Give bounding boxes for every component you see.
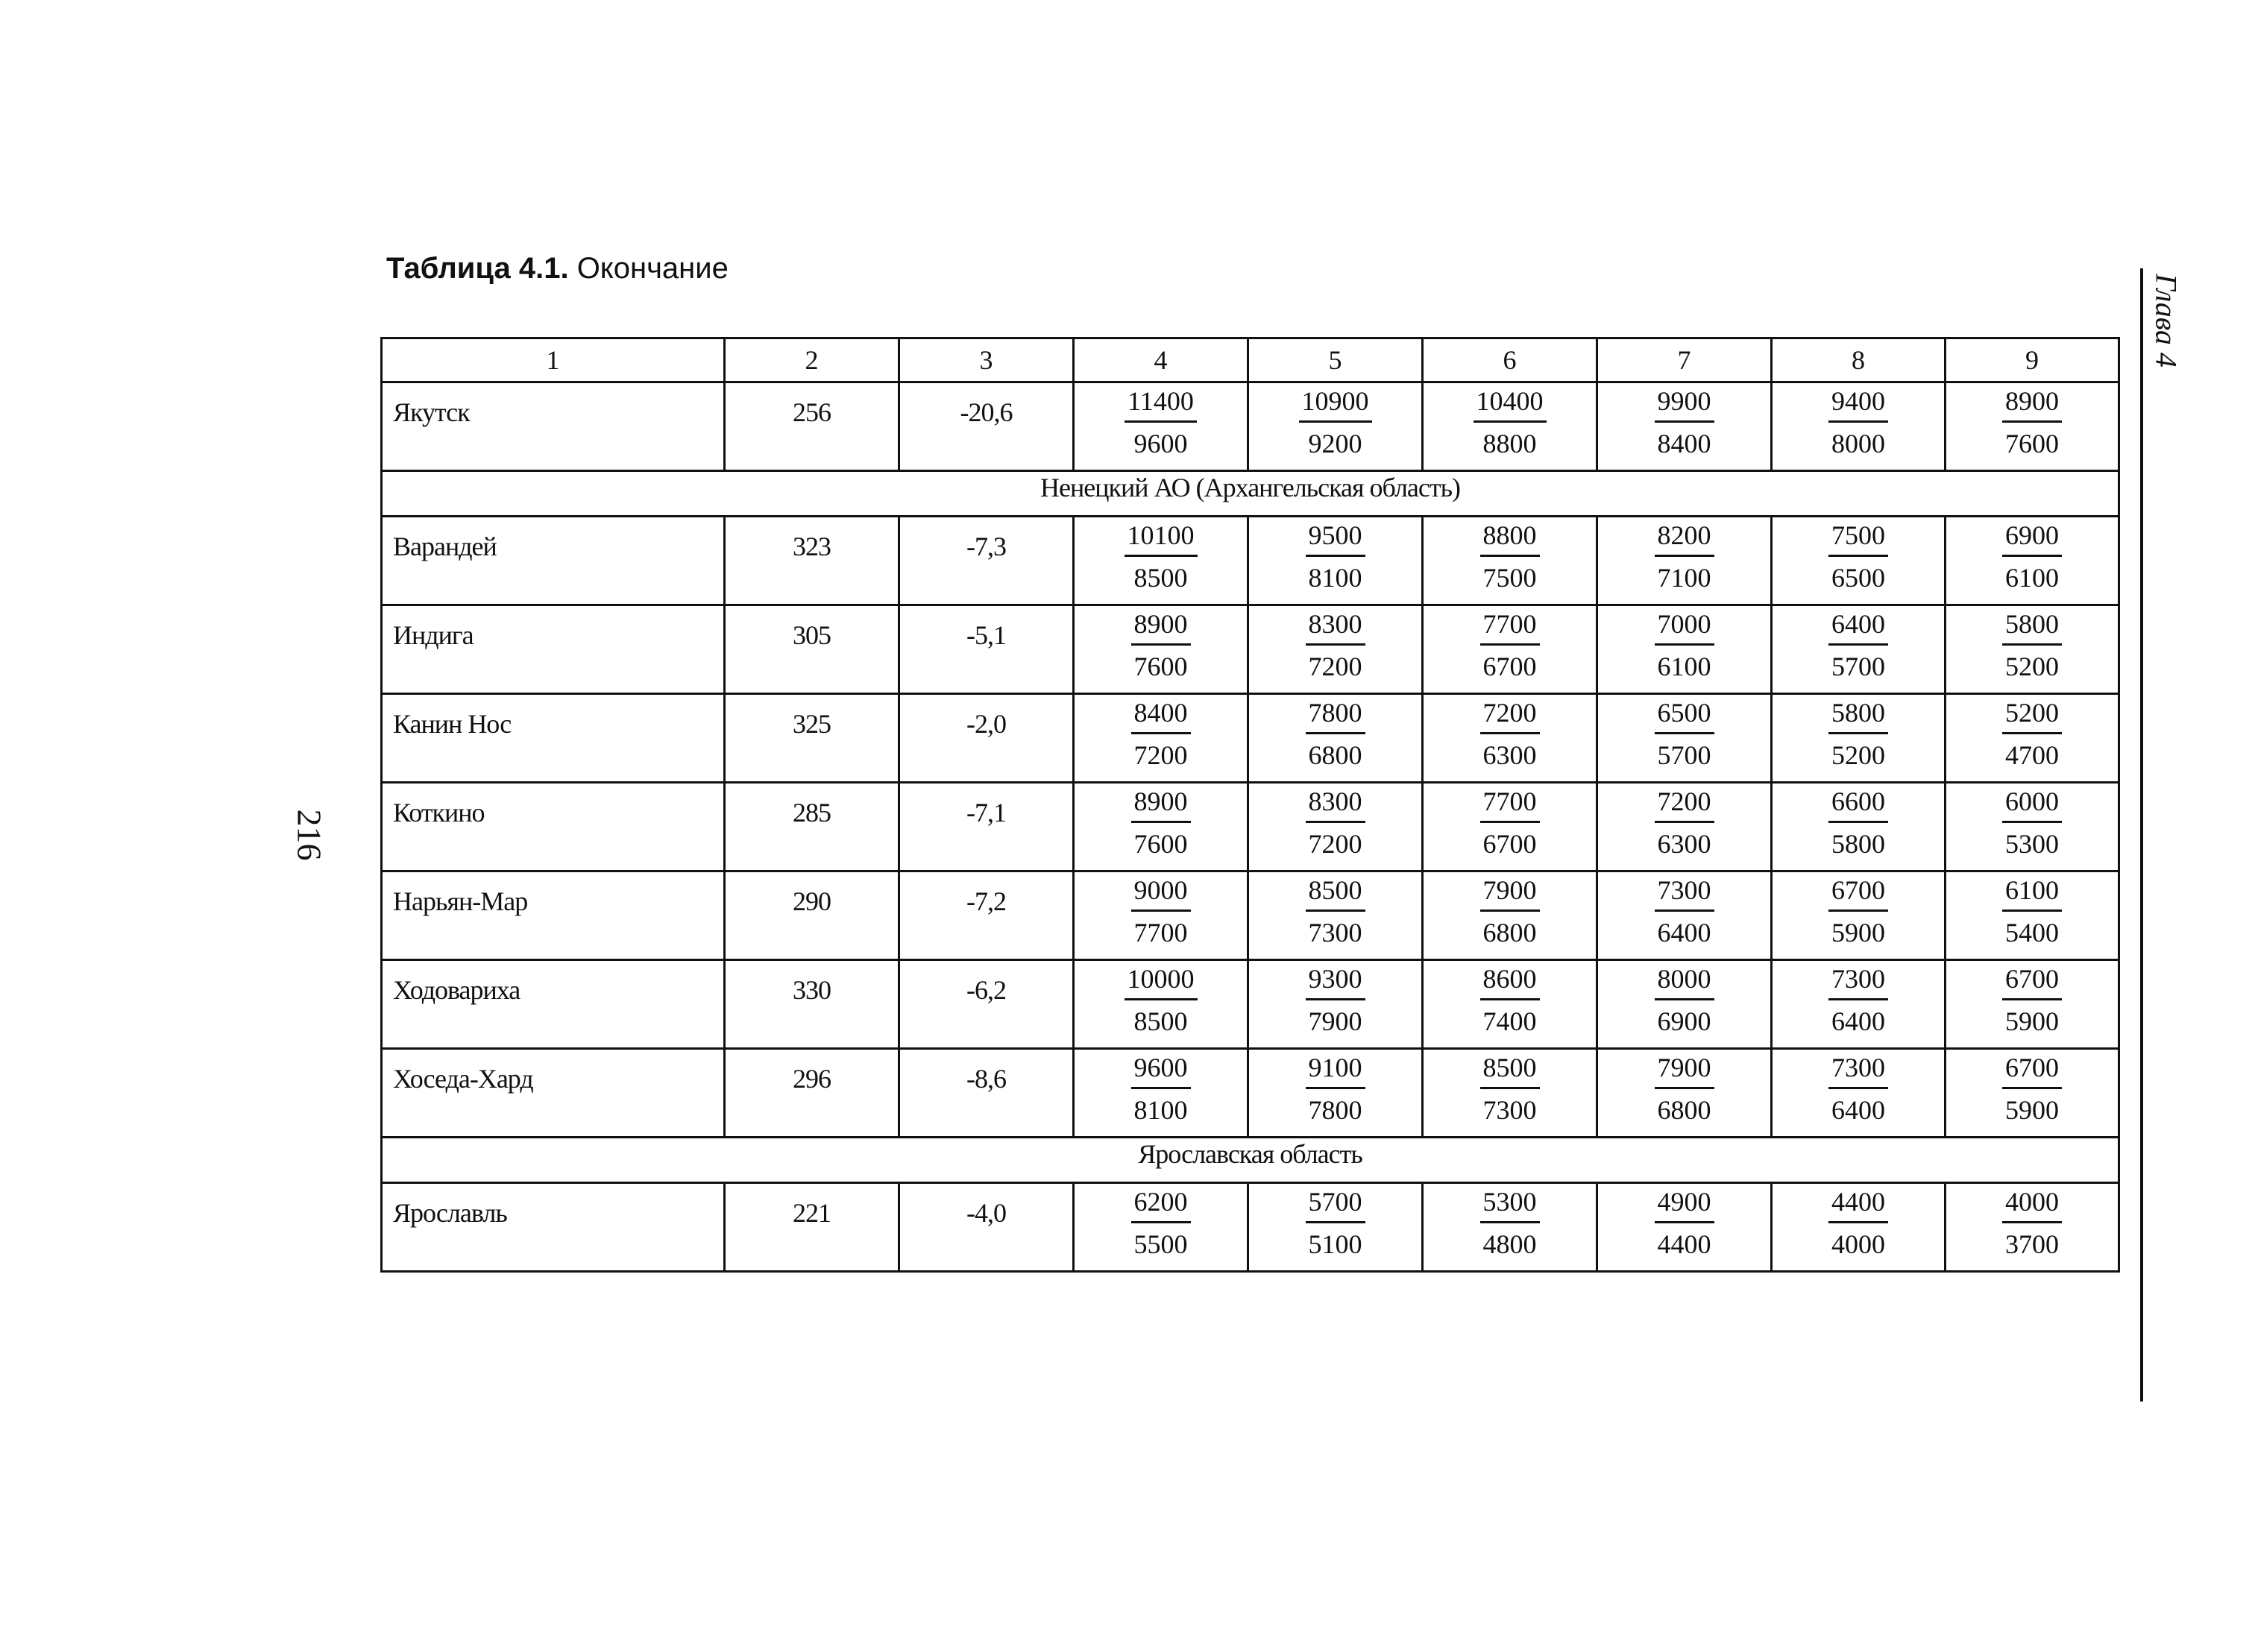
fraction [1480, 961, 1540, 1039]
fraction [1125, 383, 1197, 461]
fraction-numerator: 6400 [1828, 606, 1888, 646]
column-2-value: 256 [725, 382, 899, 471]
fraction-denominator: 5500 [1133, 1229, 1188, 1259]
fraction [1306, 784, 1365, 862]
fraction-denominator: 8800 [1482, 429, 1537, 458]
table-row [382, 1183, 2119, 1272]
fraction-cell [1423, 382, 1597, 471]
column-header-2: 2 [725, 338, 899, 382]
fraction-numerator: 6700 [2002, 961, 2062, 1000]
fraction-denominator: 7500 [1482, 563, 1537, 593]
fraction-cell [1248, 694, 1423, 783]
fraction-numerator: 9300 [1306, 961, 1365, 1000]
fraction [2002, 695, 2062, 773]
fraction [1131, 872, 1191, 950]
fraction-cell [1772, 783, 1946, 871]
fraction [1828, 1050, 1888, 1128]
city-name: Коткино [382, 783, 725, 871]
column-3-value: -7,1 [899, 783, 1074, 871]
fraction-cell [1597, 517, 1772, 605]
fraction-denominator: 5700 [1657, 740, 1711, 770]
fraction [1306, 1184, 1365, 1262]
fraction [1306, 872, 1365, 950]
fraction [1131, 695, 1191, 773]
fraction-denominator: 5400 [2005, 918, 2059, 948]
fraction-numerator: 8000 [1655, 961, 1714, 1000]
fraction-denominator: 6400 [1831, 1006, 1885, 1036]
fraction [1306, 517, 1365, 596]
fraction-denominator: 5700 [1831, 652, 1885, 681]
fraction-numerator: 6600 [1828, 784, 1888, 823]
fraction-denominator: 8500 [1133, 563, 1188, 593]
fraction-denominator: 6400 [1657, 918, 1711, 948]
fraction [1655, 872, 1714, 950]
fraction-denominator: 7600 [2005, 429, 2059, 458]
region-heading: Ярославская область [382, 1138, 2119, 1183]
fraction-numerator: 7200 [1655, 784, 1714, 823]
fraction-cell [1423, 960, 1597, 1049]
city-name: Индига [382, 605, 725, 694]
fraction-cell [1946, 783, 2119, 871]
fraction-denominator: 6400 [1831, 1095, 1885, 1125]
fraction-numerator: 7300 [1655, 872, 1714, 912]
fraction [1828, 961, 1888, 1039]
fraction-cell [1946, 960, 2119, 1049]
fraction-cell [1423, 694, 1597, 783]
table-row [382, 605, 2119, 694]
fraction-denominator: 7600 [1133, 652, 1188, 681]
fraction-denominator: 5200 [1831, 740, 1885, 770]
fraction-numerator: 7900 [1480, 872, 1540, 912]
fraction-cell [1423, 605, 1597, 694]
fraction-cell [1946, 694, 2119, 783]
fraction-cell [1772, 382, 1946, 471]
column-header-1: 1 [382, 338, 725, 382]
fraction [1828, 1184, 1888, 1262]
fraction-cell [1074, 783, 1248, 871]
fraction-denominator: 4700 [2005, 740, 2059, 770]
column-2-value: 221 [725, 1183, 899, 1272]
fraction [1480, 872, 1540, 950]
fraction [1655, 1184, 1714, 1262]
fraction [1655, 383, 1714, 461]
table-row [382, 783, 2119, 871]
column-3-value: -4,0 [899, 1183, 1074, 1272]
fraction-cell [1597, 605, 1772, 694]
column-3-value: -7,2 [899, 871, 1074, 960]
fraction-denominator: 8500 [1133, 1006, 1188, 1036]
fraction-denominator: 3700 [2005, 1229, 2059, 1259]
fraction [1131, 1050, 1191, 1128]
city-name: Ярославль [382, 1183, 725, 1272]
city-name: Нарьян-Мар [382, 871, 725, 960]
fraction-numerator: 5200 [2002, 695, 2062, 734]
fraction-cell [1074, 605, 1248, 694]
fraction-denominator: 8100 [1308, 563, 1362, 593]
fraction [1655, 961, 1714, 1039]
table-row [382, 517, 2119, 605]
fraction-cell [1074, 382, 1248, 471]
fraction-numerator: 8400 [1131, 695, 1191, 734]
fraction-denominator: 9600 [1133, 429, 1188, 458]
table-row [382, 960, 2119, 1049]
fraction-numerator: 6500 [1655, 695, 1714, 734]
fraction-numerator: 5300 [1480, 1184, 1540, 1223]
fraction-cell [1946, 605, 2119, 694]
fraction-denominator: 5900 [2005, 1006, 2059, 1036]
fraction-numerator: 8200 [1655, 517, 1714, 557]
fraction-denominator: 8100 [1133, 1095, 1188, 1125]
fraction-cell [1248, 517, 1423, 605]
fraction-cell [1423, 1049, 1597, 1138]
table-row [382, 382, 2119, 471]
fraction [2002, 606, 2062, 684]
fraction [1131, 1184, 1191, 1262]
table-caption [386, 252, 729, 286]
fraction-numerator: 8500 [1480, 1050, 1540, 1089]
fraction [1655, 517, 1714, 596]
fraction-cell [1074, 871, 1248, 960]
fraction-numerator: 6700 [2002, 1050, 2062, 1089]
fraction [1828, 784, 1888, 862]
fraction-cell [1597, 382, 1772, 471]
region-row [382, 1138, 2119, 1183]
fraction-denominator: 5900 [2005, 1095, 2059, 1125]
fraction [2002, 784, 2062, 862]
fraction-denominator: 6100 [1657, 652, 1711, 681]
fraction-denominator: 7700 [1133, 918, 1188, 948]
fraction-numerator: 5800 [2002, 606, 2062, 646]
fraction-cell [1248, 382, 1423, 471]
city-name: Хоседа-Хард [382, 1049, 725, 1138]
fraction [1299, 383, 1372, 461]
fraction-numerator: 9400 [1828, 383, 1888, 423]
fraction [1828, 517, 1888, 596]
fraction-denominator: 6300 [1482, 740, 1537, 770]
fraction [1655, 606, 1714, 684]
fraction [1655, 1050, 1714, 1128]
fraction-numerator: 8900 [2002, 383, 2062, 423]
fraction-cell [1074, 1183, 1248, 1272]
fraction-denominator: 5300 [2005, 829, 2059, 859]
fraction [1480, 517, 1540, 596]
fraction [1828, 695, 1888, 773]
fraction [1655, 695, 1714, 773]
fraction [2002, 961, 2062, 1039]
fraction-cell [1248, 871, 1423, 960]
fraction-denominator: 6500 [1831, 563, 1885, 593]
fraction [1306, 606, 1365, 684]
fraction-numerator: 7300 [1828, 1050, 1888, 1089]
column-header-8: 8 [1772, 338, 1946, 382]
fraction-numerator: 9500 [1306, 517, 1365, 557]
fraction-cell [1597, 783, 1772, 871]
column-2-value: 285 [725, 783, 899, 871]
city-name: Якутск [382, 382, 725, 471]
fraction-numerator: 7900 [1655, 1050, 1714, 1089]
table-caption-text: Окончание [576, 252, 729, 285]
fraction-cell [1248, 605, 1423, 694]
fraction-cell [1074, 1049, 1248, 1138]
page-number: 216 [290, 809, 329, 861]
fraction-denominator: 7400 [1482, 1006, 1537, 1036]
column-3-value: -5,1 [899, 605, 1074, 694]
fraction-cell [1597, 871, 1772, 960]
fraction-denominator: 7200 [1308, 652, 1362, 681]
fraction-numerator: 9600 [1131, 1050, 1191, 1089]
fraction-cell [1248, 783, 1423, 871]
fraction-cell [1423, 783, 1597, 871]
column-2-value: 330 [725, 960, 899, 1049]
fraction-cell [1248, 1049, 1423, 1138]
fraction-numerator: 5800 [1828, 695, 1888, 734]
fraction [1131, 606, 1191, 684]
fraction-denominator: 6800 [1482, 918, 1537, 948]
table-row [382, 1049, 2119, 1138]
fraction-denominator: 5800 [1831, 829, 1885, 859]
fraction-denominator: 7300 [1308, 918, 1362, 948]
fraction-denominator: 5900 [1831, 918, 1885, 948]
fraction-numerator: 8900 [1131, 606, 1191, 646]
fraction-numerator: 10100 [1125, 517, 1198, 557]
fraction-numerator: 7000 [1655, 606, 1714, 646]
fraction-numerator: 7700 [1480, 606, 1540, 646]
city-name: Ходовариха [382, 960, 725, 1049]
fraction [1828, 606, 1888, 684]
fraction-numerator: 9100 [1306, 1050, 1365, 1089]
fraction-denominator: 6800 [1308, 740, 1362, 770]
fraction-numerator: 7700 [1480, 784, 1540, 823]
fraction-denominator: 7800 [1308, 1095, 1362, 1125]
fraction-numerator: 8900 [1131, 784, 1191, 823]
fraction-denominator: 7600 [1133, 829, 1188, 859]
fraction [1131, 784, 1191, 862]
fraction-numerator: 8500 [1306, 872, 1365, 912]
fraction [1480, 1050, 1540, 1128]
fraction-cell [1772, 960, 1946, 1049]
fraction-denominator: 6300 [1657, 829, 1711, 859]
fraction [1480, 695, 1540, 773]
fraction [2002, 1050, 2062, 1128]
fraction-numerator: 10400 [1474, 383, 1547, 423]
column-3-value: -8,6 [899, 1049, 1074, 1138]
fraction-cell [1946, 1049, 2119, 1138]
fraction-numerator: 4400 [1828, 1184, 1888, 1223]
fraction-denominator: 4400 [1657, 1229, 1711, 1259]
fraction-cell [1597, 694, 1772, 783]
column-header-7: 7 [1597, 338, 1772, 382]
fraction [1125, 517, 1198, 596]
fraction-denominator: 6100 [2005, 563, 2059, 593]
fraction [1828, 383, 1888, 461]
fraction [1480, 1184, 1540, 1262]
fraction-numerator: 4000 [2002, 1184, 2062, 1223]
fraction-cell [1772, 1183, 1946, 1272]
fraction-numerator: 8600 [1480, 961, 1540, 1000]
fraction-denominator: 6900 [1657, 1006, 1711, 1036]
fraction-numerator: 10000 [1125, 961, 1198, 1000]
column-header-3: 3 [899, 338, 1074, 382]
fraction-numerator: 10900 [1299, 383, 1372, 423]
region-heading: Ненецкий АО (Архангельская область) [382, 471, 2119, 517]
fraction [2002, 872, 2062, 950]
column-2-value: 296 [725, 1049, 899, 1138]
fraction-numerator: 7500 [1828, 517, 1888, 557]
fraction-cell [1074, 694, 1248, 783]
fraction-cell [1946, 871, 2119, 960]
column-header-6: 6 [1423, 338, 1597, 382]
fraction-cell [1597, 1049, 1772, 1138]
table-header [382, 338, 2119, 382]
fraction-numerator: 6900 [2002, 517, 2062, 557]
fraction-cell [1946, 382, 2119, 471]
column-2-value: 325 [725, 694, 899, 783]
fraction-denominator: 5200 [2005, 652, 2059, 681]
fraction-cell [1946, 1183, 2119, 1272]
side-rule [2140, 268, 2143, 1402]
column-2-value: 290 [725, 871, 899, 960]
chapter-label: Глава 4 [2149, 274, 2183, 368]
column-3-value: -20,6 [899, 382, 1074, 471]
fraction-denominator: 6700 [1482, 829, 1537, 859]
fraction-denominator: 7300 [1482, 1095, 1537, 1125]
fraction-cell [1423, 871, 1597, 960]
fraction-denominator: 8000 [1831, 429, 1885, 458]
region-row [382, 471, 2119, 517]
fraction-numerator: 6100 [2002, 872, 2062, 912]
fraction [1125, 961, 1198, 1039]
fraction [1655, 784, 1714, 862]
fraction-denominator: 9200 [1308, 429, 1362, 458]
fraction-denominator: 7200 [1308, 829, 1362, 859]
fraction-cell [1423, 1183, 1597, 1272]
fraction-denominator: 4800 [1482, 1229, 1537, 1259]
fraction-numerator: 5700 [1306, 1184, 1365, 1223]
fraction-denominator: 7100 [1657, 563, 1711, 593]
fraction-denominator: 4000 [1831, 1229, 1885, 1259]
fraction-cell [1772, 605, 1946, 694]
fraction [1828, 872, 1888, 950]
column-header-5: 5 [1248, 338, 1423, 382]
fraction-cell [1597, 960, 1772, 1049]
fraction-numerator: 6000 [2002, 784, 2062, 823]
fraction-numerator: 11400 [1125, 383, 1197, 423]
header-row [382, 338, 2119, 382]
fraction-denominator: 5100 [1308, 1229, 1362, 1259]
fraction-numerator: 8300 [1306, 784, 1365, 823]
table-row [382, 694, 2119, 783]
fraction [1480, 606, 1540, 684]
fraction-cell [1074, 960, 1248, 1049]
fraction-denominator: 6800 [1657, 1095, 1711, 1125]
fraction-cell [1248, 1183, 1423, 1272]
fraction [2002, 1184, 2062, 1262]
fraction-cell [1772, 517, 1946, 605]
fraction-cell [1772, 871, 1946, 960]
fraction-cell [1946, 517, 2119, 605]
fraction-denominator: 8400 [1657, 429, 1711, 458]
fraction-numerator: 7200 [1480, 695, 1540, 734]
column-2-value: 305 [725, 605, 899, 694]
fraction-numerator: 6700 [1828, 872, 1888, 912]
fraction [2002, 517, 2062, 596]
fraction-numerator: 9000 [1131, 872, 1191, 912]
fraction-cell [1772, 694, 1946, 783]
table-caption-label: Таблица 4.1. [386, 252, 569, 285]
fraction-cell [1423, 517, 1597, 605]
table-row [382, 871, 2119, 960]
fraction-denominator: 7900 [1308, 1006, 1362, 1036]
fraction-numerator: 8300 [1306, 606, 1365, 646]
fraction-cell [1772, 1049, 1946, 1138]
column-header-4: 4 [1074, 338, 1248, 382]
fraction-numerator: 8800 [1480, 517, 1540, 557]
fraction-numerator: 9900 [1655, 383, 1714, 423]
column-3-value: -7,3 [899, 517, 1074, 605]
fraction-denominator: 6700 [1482, 652, 1537, 681]
fraction [1306, 1050, 1365, 1128]
fraction [1306, 961, 1365, 1039]
fraction-numerator: 7300 [1828, 961, 1888, 1000]
city-name: Варандей [382, 517, 725, 605]
column-2-value: 323 [725, 517, 899, 605]
fraction-cell [1597, 1183, 1772, 1272]
column-3-value: -6,2 [899, 960, 1074, 1049]
fraction-cell [1248, 960, 1423, 1049]
column-3-value: -2,0 [899, 694, 1074, 783]
city-name: Канин Нос [382, 694, 725, 783]
fraction [1306, 695, 1365, 773]
fraction-numerator: 6200 [1131, 1184, 1191, 1223]
fraction [1480, 784, 1540, 862]
column-header-9: 9 [1946, 338, 2119, 382]
fraction [1474, 383, 1547, 461]
fraction [2002, 383, 2062, 461]
fraction-numerator: 7800 [1306, 695, 1365, 734]
fraction-numerator: 4900 [1655, 1184, 1714, 1223]
fraction-cell [1074, 517, 1248, 605]
data-table [380, 337, 2120, 1273]
fraction-denominator: 7200 [1133, 740, 1188, 770]
table-body [382, 382, 2119, 1272]
